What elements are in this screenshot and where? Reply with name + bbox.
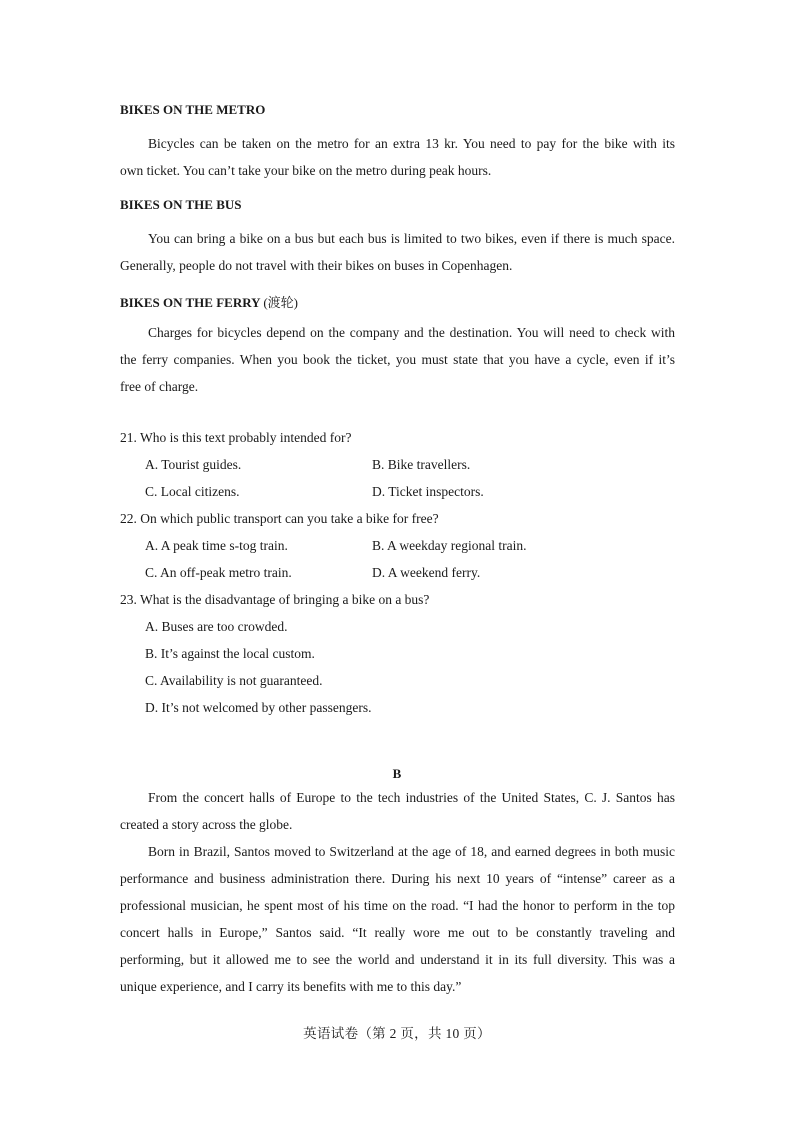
text-line: professional musician, he spent most of his time on the road. “I had the honor to perform in the top [120,898,675,913]
paragraph-metro [120,130,675,184]
text-line: Generally, people do not travel with their bikes on buses in Copenhagen. [120,258,513,273]
text-line: created a story across the globe. [120,817,293,832]
text-line: Born in Brazil, Santos moved to Switzerland at the age of 18, and earned degrees in both music [148,844,675,859]
text-line: performance and business administration there. During his next 10 years of “intense” career as a [120,871,675,886]
question-21-option-a: A. Tourist guides. [145,457,242,472]
question-22-option-c: C. An off-peak metro train. [145,565,292,580]
question-23-option-a: A. Buses are too crowded. [145,619,288,634]
paragraph-ferry [120,319,675,400]
question-23-option-b: B. It’s against the local custom. [145,646,315,661]
text-line: free of charge. [120,379,199,394]
question-23-option-d: D. It’s not welcomed by other passengers. [145,700,372,715]
heading-note: (渡轮) [263,295,298,310]
question-22-option-a: A. A peak time s-tog train. [145,538,288,553]
heading-text: BIKES ON THE FERRY [120,295,261,310]
question-23-option-c: C. Availability is not guaranteed. [145,673,323,688]
question-23-stem: 23. What is the disadvantage of bringing a bike on a bus? [120,592,430,607]
question-22-stem: 22. On which public transport can you take a bike for free? [120,511,439,526]
paragraph-bus [120,225,675,279]
heading-bikes-on-bus: BIKES ON THE BUS [120,197,242,212]
question-21-option-d: D. Ticket inspectors. [372,484,484,499]
text-line: concert halls in Europe,” Santos said. “It really wore me out to be constantly traveling and [120,925,675,940]
page-footer: 英语试卷（第 2 页，共 10 页） [303,1026,491,1041]
text-line: Bicycles can be taken on the metro for an extra 13 kr. You need to pay for the bike with its [148,136,675,151]
question-22-option-d: D. A weekend ferry. [372,565,481,580]
question-21-option-c: C. Local citizens. [145,484,240,499]
heading-bikes-on-ferry [120,292,298,311]
text-line: Charges for bicycles depend on the company and the destination. You will need to check with [148,325,675,340]
question-22-option-b: B. A weekday regional train. [372,538,527,553]
question-21-stem: 21. Who is this text probably intended for? [120,430,352,445]
text-line: You can bring a bike on a bus but each bus is limited to two bikes, even if there is much space. [148,231,675,246]
question-21-option-b: B. Bike travellers. [372,457,471,472]
text-line: own ticket. You can’t take your bike on the metro during peak hours. [120,163,492,178]
heading-bikes-on-metro: BIKES ON THE METRO [120,102,266,117]
text-line: unique experience, and I carry its benefits with me to this day.” [120,979,462,994]
text-line: performing, but it allowed me to see the world and understand it in its full diversity. This was a [120,952,675,967]
passage-b-paragraph-1 [120,784,675,838]
text-line: the ferry companies. When you book the ticket, you must state that you have a cycle, even if it’s [120,352,675,367]
text-line: From the concert halls of Europe to the tech industries of the United States, C. J. Santos has [148,790,675,805]
section-letter-b: B [392,766,402,781]
passage-b-paragraph-2 [120,838,675,1000]
